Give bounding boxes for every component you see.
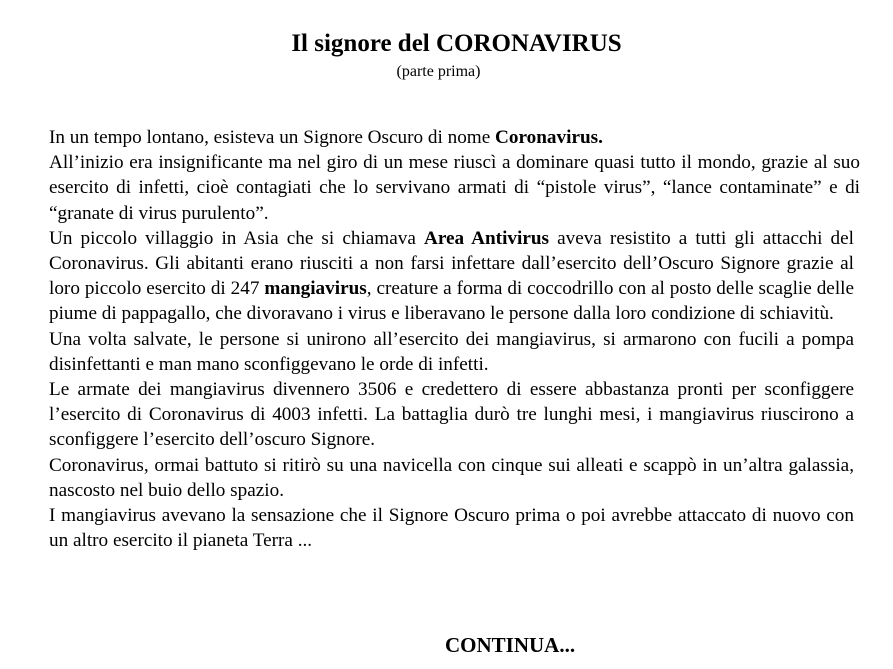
page-title: Il signore del CORONAVIRUS	[291, 30, 622, 57]
paragraph-1	[49, 125, 854, 150]
page-subtitle: (parte prima)	[396, 63, 481, 80]
paragraph-3	[49, 226, 854, 327]
continue-label: CONTINUA...	[445, 633, 576, 657]
coronavirus-name: Coronavirus.	[495, 127, 603, 148]
paragraph-2: All’inizio era insignificante ma nel giro di un mese riuscì a dominare quasi tutto il mondo, grazie al suo esercito di infetti, cioè contagiati che lo servivano armati di “pistole virus”, “lance contaminate” e di “granate di virus purulento”.	[49, 152, 860, 224]
paragraph-7: I mangiavirus avevano la sensazione che il Signore Oscuro prima o poi avrebbe attaccato di nuovo con un altro esercito il pianeta Terra ...	[49, 505, 854, 552]
paragraph-3-text-a: Un piccolo villaggio in Asia che si chiamava	[49, 227, 424, 249]
paragraph-3-text-b: aveva resistito a tutti gli attacchi del Coronavirus. Gli abitanti erano riusciti a non farsi infettare dall’esercito dell’Oscuro Signore grazie al loro piccolo esercito di 247	[49, 227, 854, 300]
mangiavirus-name: mangiavirus	[264, 278, 367, 300]
paragraph-4: Una volta salvate, le persone si unirono all’esercito dei mangiavirus, si armarono con fucili a pompa disinfettanti e man mano sconfiggevano le orde di infetti.	[49, 328, 854, 375]
paragraph-3-text-c: , creature a forma di coccodrillo con al posto delle scaglie delle piume di pappagallo, che divoravano i virus e liberavano le persone dalla loro condizione di schiavitù.	[49, 278, 854, 325]
paragraph-5: Le armate dei mangiavirus divennero 3506 e credettero di essere abbastanza pronti per sconfiggere l’esercito di Coronavirus di 4003 infetti. La battaglia durò tre lunghi mesi, i mangiavirus riuscirono a sconfiggere l’esercito dell’oscuro Signore.	[49, 379, 854, 451]
paragraph-6: Coronavirus, ormai battuto si ritirò su una navicella con cinque sui alleati e scappò in un’altra galassia, nascosto nel buio dello spazio.	[49, 454, 854, 501]
story-body	[49, 125, 860, 553]
area-antivirus-name: Area Antivirus	[423, 227, 549, 249]
paragraph-1-text: In un tempo lontano, esisteva un Signore Oscuro di nome	[49, 127, 496, 148]
